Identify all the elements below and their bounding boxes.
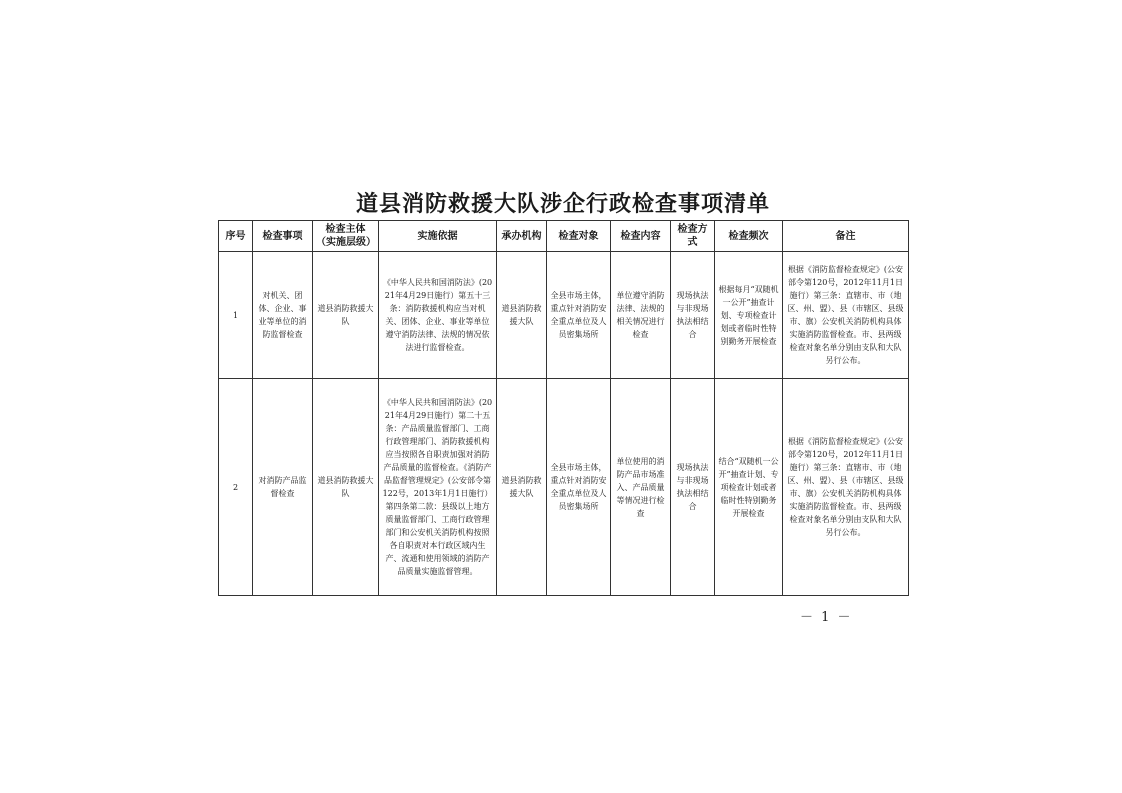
header-item: 检查事项 [253, 221, 313, 252]
cell-target: 全县市场主体，重点针对消防安全重点单位及人员密集场所 [547, 379, 611, 596]
cell-remarks: 根据《消防监督检查规定》(公安部令第120号，2012年11月1日施行）第三条：直辖市、市（地区、州、盟）、县（市辖区、县级市、旗）公安机关消防机构具体实施消防监督检查。市、县两级检查对象名单分别由支队和大队另行公布。 [783, 379, 909, 596]
header-target: 检查对象 [547, 221, 611, 252]
cell-target: 全县市场主体，重点针对消防安全重点单位及人员密集场所 [547, 252, 611, 379]
cell-agency: 道县消防救援大队 [497, 252, 547, 379]
cell-frequency: 根据每月“双随机一公开”抽查计划、专项检查计划或者临时性特别勤务开展检查 [715, 252, 783, 379]
table-row [219, 252, 909, 379]
header-method: 检查方式 [671, 221, 715, 252]
cell-item: 对消防产品监督检查 [253, 379, 313, 596]
inspection-items-table [218, 220, 909, 596]
header-frequency: 检查频次 [715, 221, 783, 252]
cell-method: 现场执法与非现场执法相结合 [671, 252, 715, 379]
page-number: － 1 － [800, 610, 853, 625]
header-basis: 实施依据 [379, 221, 497, 252]
header-subject: 检查主体（实施层级） [313, 221, 379, 252]
table-header-row [219, 221, 909, 252]
cell-basis: 《中华人民共和国消防法》(2021年4月29日施行）第二十五条：产品质量监督部门、工商行政管理部门、消防救援机构应当按照各自职责加强对消防产品质量的监督检查。《消防产品监督管理规定》(公安部令第122号，2013年1月1日施行）第四条第二款：县级以上地方质量监督部门、工商行政管理部门和公安机关消防机构按照各自职责对本行政区域内生产、流通和使用领域的消防产品质量实施监督管理。 [379, 379, 497, 596]
header-agency: 承办机构 [497, 221, 547, 252]
cell-method: 现场执法与非现场执法相结合 [671, 379, 715, 596]
cell-basis: 《中华人民共和国消防法》(2021年4月29日施行）第五十三条：消防救援机构应当对机关、团体、企业、事业等单位遵守消防法律、法规的情况依法进行监督检查。 [379, 252, 497, 379]
header-content: 检查内容 [611, 221, 671, 252]
cell-remarks: 根据《消防监督检查规定》(公安部令第120号，2012年11月1日施行）第三条：直辖市、市（地区、州、盟）、县（市辖区、县级市、旗）公安机关消防机构具体实施消防监督检查。市、县两级检查对象名单分别由支队和大队另行公布。 [783, 252, 909, 379]
cell-agency: 道县消防救援大队 [497, 379, 547, 596]
table-row [219, 379, 909, 596]
header-index: 序号 [219, 221, 253, 252]
cell-subject: 道县消防救援大队 [313, 252, 379, 379]
cell-item: 对机关、团体、企业、事业等单位的消防监督检查 [253, 252, 313, 379]
cell-index: 1 [219, 252, 253, 379]
header-remarks: 备注 [783, 221, 909, 252]
cell-subject: 道县消防救援大队 [313, 379, 379, 596]
cell-content: 单位使用的消防产品市场准入、产品质量等情况进行检查 [611, 379, 671, 596]
page-title: 道县消防救援大队涉企行政检查事项清单 [355, 191, 770, 217]
cell-index: 2 [219, 379, 253, 596]
cell-frequency: 结合“双随机一公开”抽查计划、专项检查计划或者临时性特别勤务开展检查 [715, 379, 783, 596]
cell-content: 单位遵守消防法律、法规的相关情况进行检查 [611, 252, 671, 379]
